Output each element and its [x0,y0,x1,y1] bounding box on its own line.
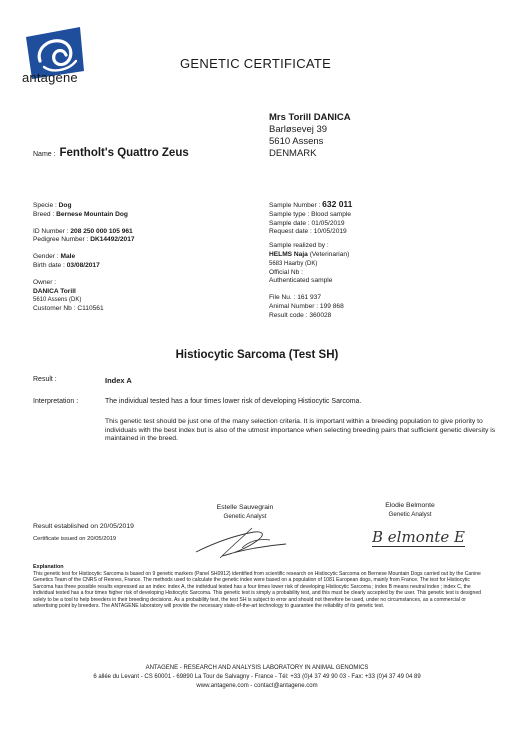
explanation-heading: Explanation [33,564,64,570]
vet-role: (Veterinarian) [309,250,350,258]
id-label: ID Number : [33,227,69,235]
result-value: Index A [105,376,132,385]
footer-address: 6 allée du Levant - CS 60001 - 69890 La Tour de Salvagny - France - Tél: +33 (0)4 37 49 90 03 - Fax: +33 (0)4 37 49 04 89 [93,674,421,680]
birth-label: Birth date : [33,261,65,269]
gender-label: Gender : [33,253,59,261]
dog-name-row [33,147,189,159]
gender-value: Male [60,253,76,261]
recipient-address [269,112,351,160]
certificate-title: GENETIC CERTIFICATE [180,56,332,71]
id-value: 208 250 000 105 961 [70,227,133,235]
left-signature [192,522,292,562]
recipient-name: Mrs Torill DANICA [269,112,351,123]
customer-label: Customer Nb : [33,305,76,313]
owner-label: Owner : [33,278,57,286]
owner-city: 5610 Assens (DK) [33,297,82,304]
selection-note: This genetic test should be just one of the many selection criteria. It is important within a breeding population to give priority to individuals with the best index but is also of the utmost importance when selecting breeding pairs that sufficient genetic diversity is maintained in the breed. [105,418,496,443]
dog-details [33,202,135,314]
left-signer-role: Genetic Analyst [223,513,267,520]
interpretation-label: Interpretation : [33,398,79,405]
footer-lab: ANTAGENE - RESEARCH AND ANALYSIS LABORATORY IN ANIMAL GENOMICS [145,665,369,671]
breed-value: Bernese Mountain Dog [56,210,128,218]
sample-type: Sample type : Blood sample [269,210,352,218]
sample-date: Sample date : 01/05/2019 [269,219,345,227]
recipient-country: DENMARK [269,148,317,159]
sample-number: 632 011 [322,199,353,209]
explanation-text: This genetic test for Histiocytic Sarcoma is based on 9 genetic markers (Panel SH0912) identified from scientific research on Histiocytic Sarcoma on Bernese Mountain Dogs carried out by the Canine Genetics Team of the CNRS of Rennes, France. The methods used to calculate the genetic index were based on a population of 1081 European dogs, mainly from France. The test for Histiocytic Sarcoma has three possible results expressed as an index: index A, the individual tested has a four times lower risk of developing Histiocytic Sarcoma ; index B means neutral index ; index C, the individual tested has a four times higher risk of developing Histiocytic Sarcoma. This genetic test is simply a probability test, and this must be clearly accepted by the user. This genetic test is designed solely to be a tool to help breeders in their breeding decisions. As a probability test, the test SH is subject to error and should not therefore be used, under no circumstances, as a commercial or advertising point by breeders. The ANTAGENE laboratory will provide the necessary state-of-the-art technology to guarantee the reliability of its genetic test. [33,571,482,610]
birth-value: 03/08/2017 [66,261,100,269]
dog-name-label: Name : [33,151,56,158]
result-established: Result established on 20/05/2019 [33,523,134,530]
sample-details [269,200,352,321]
species-value: Dog [58,202,72,209]
pedigree-value: DK14492/2017 [90,236,135,244]
vet-city: 5683 Haarby (DK) [269,260,318,267]
recipient-street: Barløsevej 39 [269,124,328,135]
breed-label: Breed : [33,210,55,218]
right-signature: B elmonte E [372,528,466,546]
right-signer-name: Elodie Belmonte [385,502,435,509]
dog-name: Fentholt's Quattro Zeus [59,147,189,159]
result-label: Result : [33,376,57,383]
right-signer-role: Genetic Analyst [388,511,432,518]
logo-text: antagene [22,70,78,85]
official-number: Official Nb : [269,268,303,276]
sample-number-label: Sample Number : [269,202,321,209]
customer-value: C110561 [77,305,104,313]
request-date: Request date : 10/05/2019 [269,228,347,236]
species-label: Specie : [33,202,57,209]
recipient-city: 5610 Assens [269,136,324,147]
file-number: File Nu. : 161 937 [269,294,322,302]
certificate-issued: Certificate issued on 20/05/2019 [33,536,117,542]
interpretation-text: The individual tested has a four times lower risk of developing Histiocytic Sarcoma. [105,398,362,405]
footer [0,664,514,691]
vet-name: HELMS Naja [269,250,308,258]
result-code: Result code : 360028 [269,311,332,319]
authenticated-sample: Authenticated sample [269,277,333,285]
left-signer-name: Estelle Sauvegrain [216,504,274,511]
realized-label: Sample realized by : [269,242,329,250]
test-title: Histiocytic Sarcoma (Test SH) [175,349,339,361]
pedigree-label: Pedigree Number : [33,236,89,244]
owner-name: DANICA Torill [33,287,76,295]
animal-number: Animal Number : 199 868 [269,302,344,310]
footer-web: www.antagene.com - contact@antagene.com [196,683,318,689]
